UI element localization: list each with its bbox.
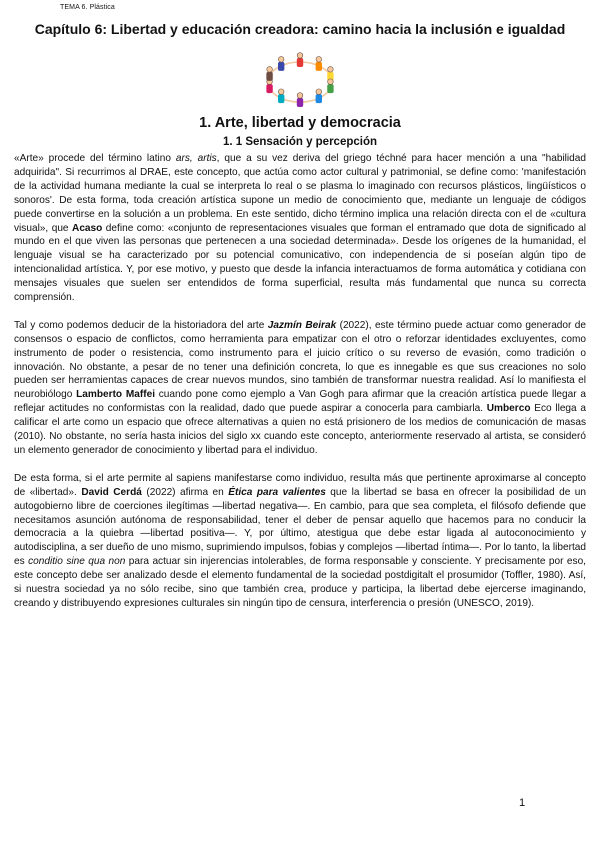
children-circle-illustration — [258, 50, 342, 108]
child-head — [316, 89, 322, 95]
child-head — [297, 53, 303, 59]
child-body — [297, 98, 303, 107]
page-number: 1 — [519, 797, 526, 809]
text-run: , que a su vez deriva del griego téchné para hacer mención a una "habilidad adquirida". Si recurrimos al DRAE, este concepto, que actúa como actor cultural y patrimonial, se define como: 'manifestación de la actividad humana mediante la cual se interpreta lo real o se plasma lo imaginado con recursos plásticos, lingüísticos o sonoros'. De esta forma, toda creación artística supone un medio de conocimiento que, mediante un lenguaje de códigos puede convertirse en la solución a un problema. En este sentido, dicho término implica una relación directa con el de «cultura visual», que — [14, 153, 587, 234]
text-run: que la libertad se basa en ofrecer la posibilidad de un autogobierno libre de coerciones ilegítimas —libertad negativa—. En cambio, para que sea completa, el filósofo defiende que necesitamos asunción autónoma de responsabilidad, tener el deber de pensar aquello que hacemos para no conducir la democracia a la quiebra —libertad positiva—. Y, por último, atestigua que debe estar ligada al autoconocimiento y autodisciplina, a ser dueño de uno mismo, suprimiendo impulsos, fobias y complejos —libertad íntima—. Por lo tanto, la libertad es — [14, 486, 587, 568]
child-body — [297, 58, 303, 67]
header-tag: TEMA 6. Plástica — [60, 4, 115, 11]
author-name: Umberco — [486, 403, 531, 415]
text-run: cuando pone como ejemplo a Van Gogh para afirmar que la creación artística puede llegar a reflejar actitudes no conformistas con la realidad, dado que puede aspirar a conocerla para cambiarla. — [14, 389, 586, 415]
child-body — [316, 62, 322, 71]
body-text — [14, 152, 586, 611]
text-run: define como: «conjunto de representaciones visuales que forman el entramado que dota de significado al mundo en el que viven las personas que pertenecen a una sociedad determinada». Desde los orígenes de la humanidad, el lenguaje visual se ha caracterizado por su potencial comunicativo, con independencia de si poseían algún tipo de intencionalidad artística. Y, por ese motivo, y puesto que desde la infancia interactuamos de forma automática y cotidiana con mensajes visuales que suelen ser entendidos de forma superficial, resulta más fundamental que nunca su correcta comprensión. — [14, 222, 586, 304]
child-body — [327, 84, 333, 93]
child-head — [278, 57, 284, 63]
child-head — [278, 89, 284, 95]
child-head — [267, 67, 273, 73]
text-run: para actuar sin injerencias intolerables, de forma responsable y consciente. Y precisamente por eso, este concepto debe ser analizado desde el elemento fundamental de la sociedad postdigitalt el prosumidor (Toffler, 1980). Así, si nuestra sociedad ya no sólo recibe, sino que también crea, produce y participa, la libertad debe ejercerse imaginando, creando y distribuyendo expresiones culturales sin ningún tipo de censura, interferencia o presión (UNESCO, 2019). — [14, 556, 586, 609]
text-run: Eco llega a calificar el arte como un espacio que ofrece alternativas a quien no está prisionero de los medios de comunicación de masas (2010). No obstante, no sería hasta inicios del siglo xx cuando este concepto, anteriormente reservado al artista, se consideró un elemento generador de conocimiento y libertad para el individuo. — [14, 403, 586, 457]
book-title: Ética para valientes — [228, 486, 326, 498]
subsection-title: 1. 1 Sensación y percepción — [222, 136, 378, 148]
child-head — [328, 67, 334, 73]
author-name: Acaso — [72, 222, 103, 234]
child-body — [266, 84, 272, 93]
child-head — [328, 79, 334, 85]
text-run: «Arte» procede del término latino — [14, 153, 176, 164]
child-head — [316, 57, 322, 63]
latin-term: ars, artis — [175, 153, 217, 164]
paragraph-2 — [14, 319, 586, 458]
child-body — [278, 62, 284, 71]
paragraph-1 — [14, 152, 586, 305]
child-body — [266, 72, 272, 81]
child-body — [316, 94, 322, 103]
section-title: 1. Arte, libertad y democracia — [199, 115, 401, 131]
text-run: De esta forma, si el arte permite al sapiens manifestarse como individuo, resulta más que pertinente aproximarse al concepto de «libertad». — [14, 472, 586, 498]
chapter-title: Capítulo 6: Libertad y educación creadora: camino hacia la inclusión e igualdad — [34, 21, 566, 37]
child-head — [297, 93, 303, 99]
author-name: Lamberto Maffei — [76, 389, 155, 401]
author-name: Jazmín Beirak — [267, 319, 337, 331]
text-run: (2022), este término puede actuar como generador de consensos o espacio de conflictos, como herramienta para empatizar con el otro o reforzar identidades excluyentes, como instrumento de poder o resistencia, como instrumento para el juicio crítico o su reverso de evasión, como tradición o innovación. No obstante, a pesar de no tener una definición concreta, lo que es innegable es que sus creaciones no solo pueden ser herramientas capaces de crear nuevos mundos, sino también de transformar nuestra realidad. Así lo manifiesta el neurobiólogo — [14, 319, 586, 401]
paragraph-3 — [14, 472, 586, 611]
child-body — [278, 94, 284, 103]
text-run: (2022) afirma en — [141, 486, 229, 498]
text-run: Tal y como podemos deducir de la historiadora del arte — [14, 319, 268, 331]
author-name: David Cerdá — [81, 486, 142, 498]
latin-term: conditio sine qua non — [28, 556, 126, 568]
